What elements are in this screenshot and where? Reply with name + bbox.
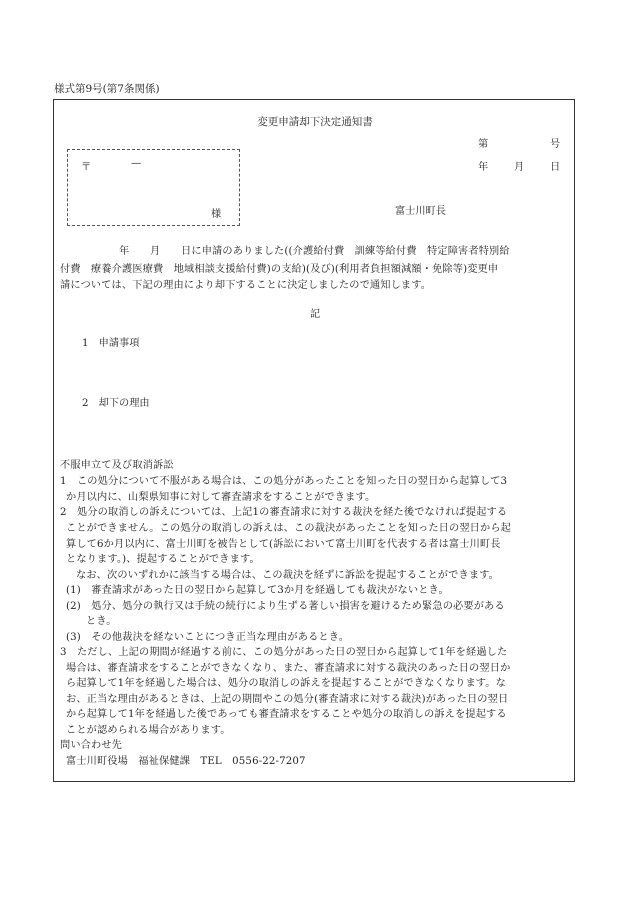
doc-number-go: 号 xyxy=(550,139,561,150)
contact-line: 富士川町役場 福祉保健課 TEL 0556-22-7207 xyxy=(66,756,306,767)
appeal-line: 1 この処分について不服がある場合は、この処分があったことを知った日の翌日から起算して3 xyxy=(60,476,508,487)
doc-number-dai: 第 xyxy=(478,139,489,150)
appeal-line: ら起算して1年を経過した場合は、処分の取消しの訴えを提起することができなくなります。な xyxy=(66,678,506,689)
date-day: 日 xyxy=(550,162,561,173)
issuer: 富士川町長 xyxy=(395,206,446,217)
appeal-line: なお、次のいずれかに該当する場合は、この裁決を経ずに訴訟を提起することができます。 xyxy=(76,570,500,581)
date-year: 年 xyxy=(478,162,489,173)
intro-line: 年 月 日に申請のありました((介護給付費 訓練等給付費 特定障害者特別給 xyxy=(119,246,510,257)
appeal-line: 3 ただし、上記の期間が経過する前に、この処分があった日の翌日から起算して1年を経過した xyxy=(60,647,508,658)
intro-line: 付費 療養介護医療費 地域相談支援給付費)の支給)(及び)(利用者負担額減額・免除等)変更申 xyxy=(60,264,499,275)
item-reason: 2 却下の理由 xyxy=(82,398,150,409)
appeal-line: から起算して1年を経過した後であっても審査請求をすることや処分の取消しの訴えを提起する xyxy=(66,709,507,720)
postal-dash: — xyxy=(131,158,142,169)
appeal-line: 2 処分の取消しの訴えについては、上記1の審査請求に対する裁決を経た後でなければ提起する xyxy=(60,507,508,518)
contact-heading: 問い合わせ先 xyxy=(60,740,123,751)
appeal-line: となります。)、提起することができます。 xyxy=(66,554,260,565)
appeal-line: 場合は、審査請求をすることができなくなり、また、審査請求に対する裁決のあった日の翌日か xyxy=(66,663,511,674)
appeal-line: 算して6か月以内に、富士川町を被告として(訴訟において富士川町を代表する者は富士川町長 xyxy=(66,539,501,550)
appeal-line: お、正当な理由があるときは、上記の期間やこの処分(審査請求に対する裁決)があった日の翌日 xyxy=(66,694,509,705)
postal-mark: 〒 xyxy=(81,162,92,173)
intro-line: 請については、下記の理由により却下することに決定しましたので通知します。 xyxy=(60,280,432,291)
appeal-line: (2) 処分、処分の執行又は手続の続行により生ずる著しい損害を避けるため緊急の必要がある xyxy=(66,601,505,612)
appeal-heading: 不服申立て及び取消訴訟 xyxy=(60,460,174,471)
appeal-line: か月以内に、山梨県知事に対して審査請求をすることができます。 xyxy=(66,492,376,503)
document-title: 変更申請却下決定通知書 xyxy=(257,116,373,128)
addressee-sama: 様 xyxy=(211,209,222,220)
date-month: 月 xyxy=(514,162,525,173)
appeal-line: ことが認められる場合があります。 xyxy=(66,725,231,736)
form-label: 様式第9号(第7条関係) xyxy=(54,83,160,95)
address-box xyxy=(67,149,240,226)
appeal-line: ことができません。この処分の取消しの訴えは、この裁決があったことを知った日の翌日から起 xyxy=(66,523,512,534)
ki-heading: 記 xyxy=(310,309,321,320)
appeal-line: (1) 審査請求があった日の翌日から起算して3か月を経過しても裁決がないとき。 xyxy=(66,585,449,596)
item-application: 1 申請事項 xyxy=(82,338,140,349)
appeal-line: とき。 xyxy=(86,616,117,627)
appeal-line: (3) その他裁決を経ないことにつき正当な理由があるとき。 xyxy=(66,632,350,643)
